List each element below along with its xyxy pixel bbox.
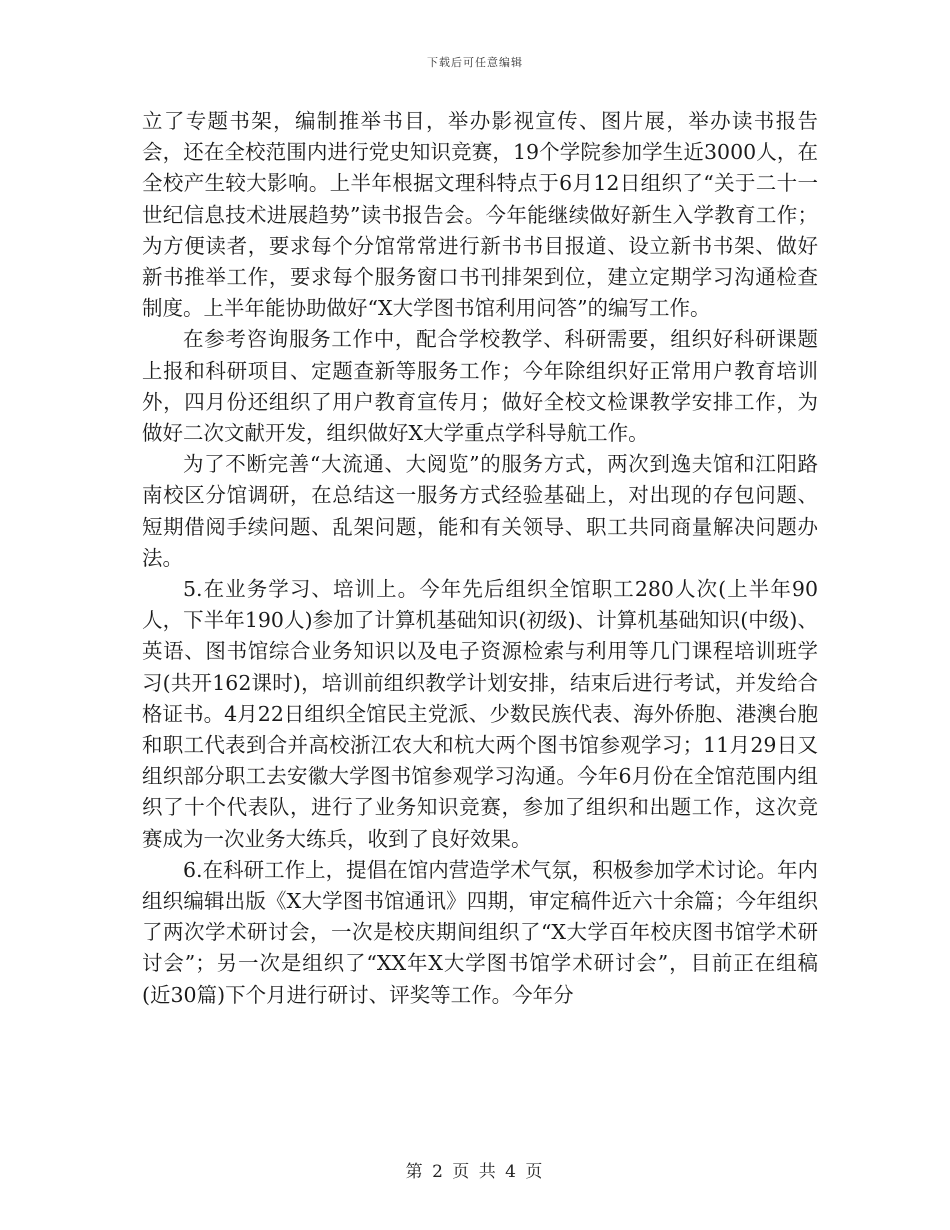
paragraph-1: 立了专题书架，编制推举书目，举办影视宣传、图片展，举办读书报告会，还在全校范围内进行党史知识竞赛，19个学院参加学生近3000人，在全校产生较大影响。上半年根据文理科特点于6月12日组织了“关于二十一世纪信息技术进展趋势”读书报告会。今年能继续做好新生入学教育工作；为方便读者，要求每个分馆常常进行新书书目报道、设立新书书架、做好新书推举工作，要求每个服务窗口书刊排架到位，建立定期学习沟通检查制度。上半年能协助做好“X大学图书馆利用问答”的编写工作。 xyxy=(142,109,818,321)
paragraph-3: 为了不断完善“大流通、大阅览”的服务方式，两次到逸夫馆和江阳路南校区分馆调研，在总结这一服务方式经验基础上，对出现的存包问题、短期借阅手续问题、乱架问题，能和有关领导、职工共同商量解决问题办法。 xyxy=(142,452,818,570)
document-body xyxy=(142,106,818,1011)
page-header-note: 下载后可任意编辑 xyxy=(427,56,523,69)
paragraph-4: 5.在业务学习、培训上。今年先后组织全馆职工280人次(上半年90人，下半年190人)参加了计算机基础知识(初级)、计算机基础知识(中级)、英语、图书馆综合业务知识以及电子资源检索与利用等几门课程培训班学习(共开162课时)，培训前组织教学计划安排，结束后进行考试，并发给合格证书。4月22日组织全馆民主党派、少数民族代表、海外侨胞、港澳台胞和职工代表到合并高校浙江农大和杭大两个图书馆参观学习；11月29日又组织部分职工去安徽大学图书馆参观学习沟通。今年6月份在全馆范围内组织了十个代表队，进行了业务知识竞赛，参加了组织和出题工作，这次竞赛成为一次业务大练兵，收到了良好效果。 xyxy=(142,577,818,851)
paragraph-5: 6.在科研工作上，提倡在馆内营造学术气氛，积极参加学术讨论。年内组织编辑出版《X大学图书馆通讯》四期，审定稿件近六十余篇；今年组织了两次学术研讨会，一次是校庆期间组织了“X大学百年校庆图书馆学术研讨会”；另一次是组织了“XX年X大学图书馆学术研讨会”，目前正在组稿(近30篇)下个月进行研讨、评奖等工作。今年分 xyxy=(142,857,818,1007)
page-number: 第 2 页 共 4 页 xyxy=(405,1162,545,1182)
paragraph-2: 在参考咨询服务工作中，配合学校教学、科研需要，组织好科研课题上报和科研项目、定题查新等服务工作；今年除组织好正常用户教育培训外，四月份还组织了用户教育宣传月；做好全校文检课教学安排工作，为做好二次文献开发，组织做好X大学重点学科导航工作。 xyxy=(142,327,818,446)
